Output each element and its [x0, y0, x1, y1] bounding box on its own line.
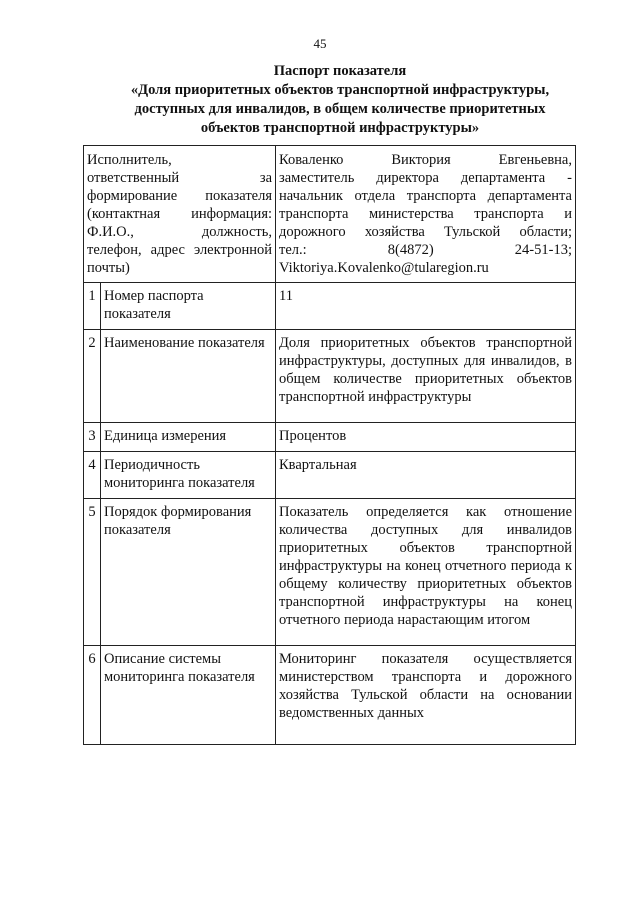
row-label: Описание системы мониторинга показателя [101, 646, 276, 745]
executor-label-line: Ф.И.О., должность, [87, 224, 273, 240]
row-number: 3 [84, 423, 101, 452]
executor-label-line: Исполнитель, [87, 152, 172, 168]
table-row-executor [84, 146, 576, 283]
row-value: Квартальная [276, 452, 576, 499]
table-row [84, 330, 576, 423]
executor-value-line: заместитель директора департамента - [279, 170, 572, 186]
row-number: 5 [84, 499, 101, 646]
title-line: «Доля приоритетных объектов транспортной инфраструктуры, [130, 82, 550, 98]
executor-value-line: Коваленко Виктория Евгеньевна, [279, 152, 572, 168]
page-number: 45 [313, 36, 327, 51]
row-value: Мониторинг показателя осуществляется министерством транспорта и дорожного хозяйства Тульской области на основании ведомственных данных [276, 646, 576, 745]
row-label: Наименование показателя [101, 330, 276, 423]
title-line: объектов транспортной инфраструктуры» [200, 120, 480, 136]
executor-label-line: (контактная информация: [87, 206, 273, 222]
table-row [84, 423, 576, 452]
row-value: Процентов [276, 423, 576, 452]
executor-value-line: транспорта министерства транспорта и [279, 206, 572, 222]
row-value: Показатель определяется как отношение количества доступных для инвалидов приоритетных объектов транспортной инфраструктуры на конец отчетного периода к общему количеству приоритетных объектов транспортной инфраструктуры на конец отчетного периода нарастающим итогом [276, 499, 576, 646]
table-row [84, 646, 576, 745]
executor-value-cell [276, 146, 576, 283]
row-number: 2 [84, 330, 101, 423]
title-line: доступных для инвалидов, в общем количестве приоритетных [134, 101, 546, 117]
executor-value-line: начальник отдела транспорта департамента [279, 188, 572, 204]
row-value: Доля приоритетных объектов транспортной инфраструктуры, доступных для инвалидов, в общем количестве приоритетных объектов транспортной инфраструктуры [276, 330, 576, 423]
row-label: Периодичность мониторинга показателя [101, 452, 276, 499]
executor-label-line: телефон, адрес электронной [87, 242, 273, 258]
row-value: 11 [276, 283, 576, 330]
executor-label-line: ответственный за [87, 170, 273, 186]
executor-label-line: почты) [87, 260, 130, 276]
row-label: Номер паспорта показателя [101, 283, 276, 330]
row-number: 4 [84, 452, 101, 499]
executor-label-cell [84, 146, 276, 283]
executor-email: Viktoriya.Kovalenko@tularegion.ru [279, 260, 489, 276]
executor-value-line: дорожного хозяйства Тульской области; [279, 224, 572, 240]
title-line: Паспорт показателя [273, 63, 407, 79]
table-row [84, 283, 576, 330]
row-number: 6 [84, 646, 101, 745]
table-row [84, 499, 576, 646]
row-label: Единица измерения [101, 423, 276, 452]
document-title [60, 62, 620, 138]
row-number: 1 [84, 283, 101, 330]
passport-table [83, 145, 576, 745]
table-row [84, 452, 576, 499]
executor-label-line: формирование показателя [87, 188, 273, 204]
row-label: Порядок формирования показателя [101, 499, 276, 646]
executor-value-line: тел.: 8(4872) 24-51-13; [279, 242, 572, 258]
